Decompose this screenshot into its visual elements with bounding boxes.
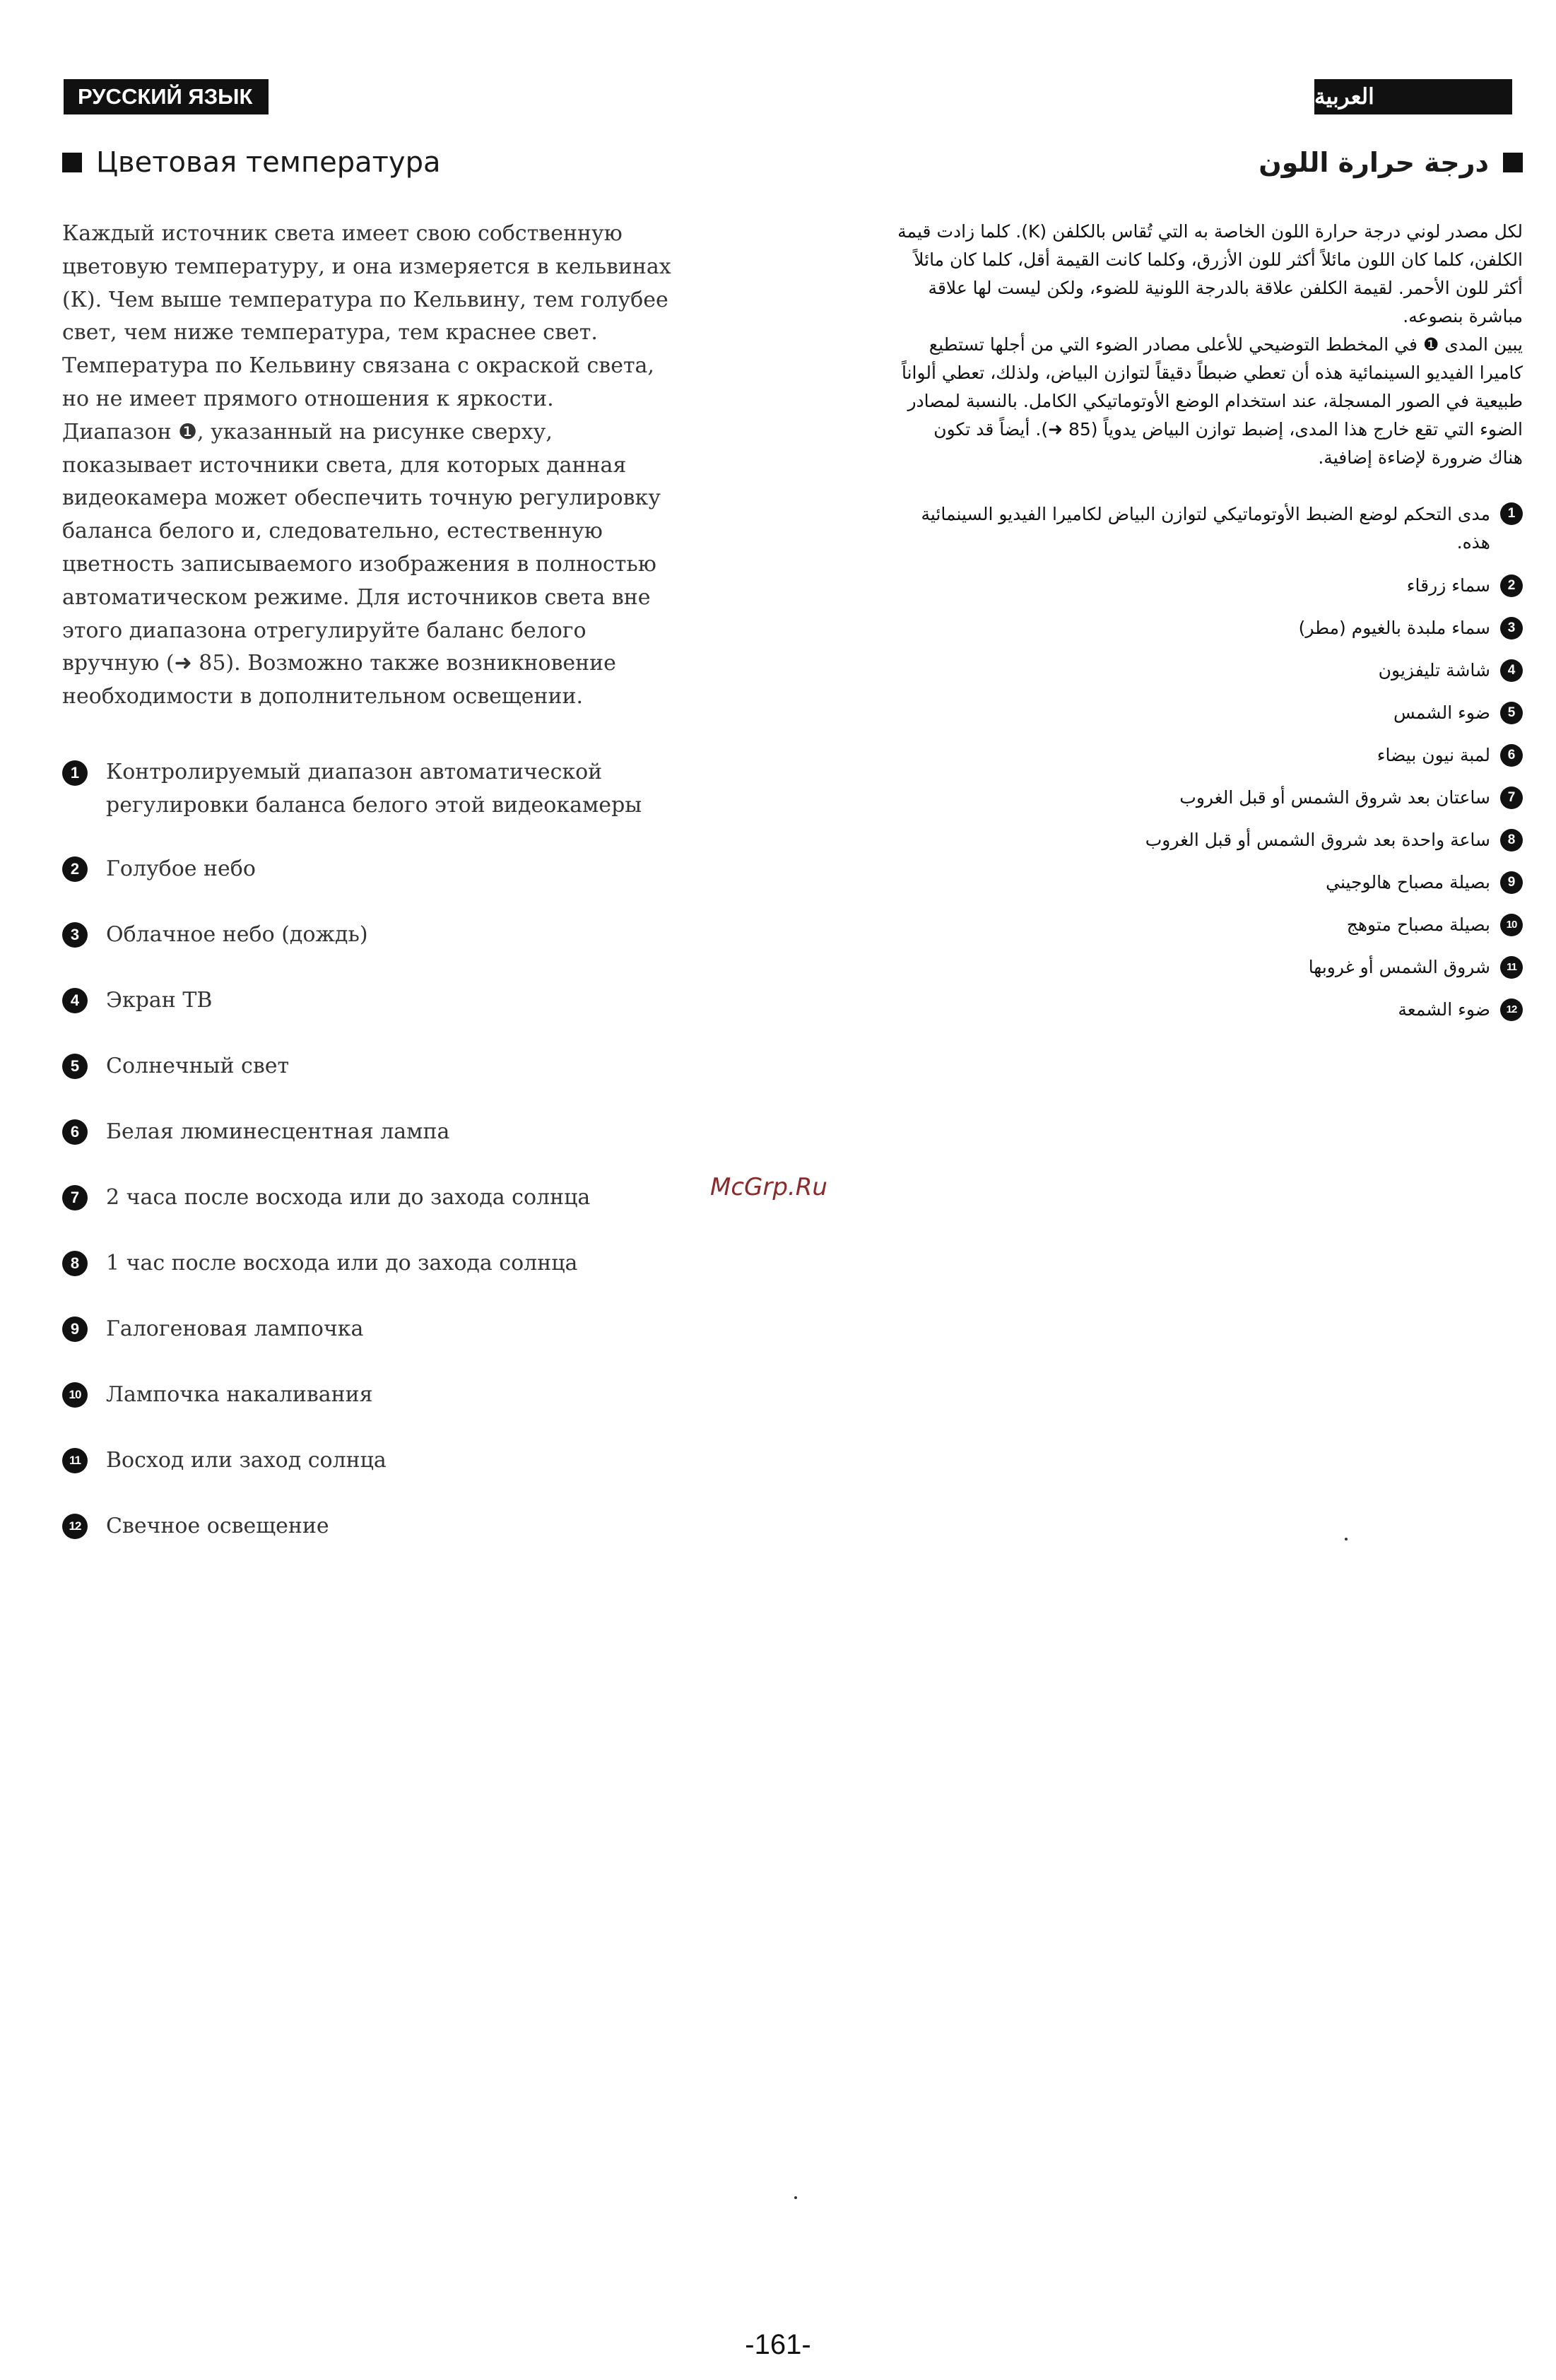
- circled-number-icon: 7: [62, 1185, 88, 1210]
- section-title: Цветовая температура: [96, 146, 441, 179]
- arabic-column: [851, 141, 1523, 1039]
- circled-number-icon: 10: [62, 1382, 88, 1408]
- list-item: [62, 1181, 733, 1214]
- list-item-text: شاشة تليفزيون: [1378, 660, 1490, 681]
- list-item: [62, 984, 733, 1017]
- circled-number-icon: 12: [62, 1514, 88, 1539]
- list-item: [62, 1312, 733, 1345]
- section-heading-russian: [62, 141, 733, 184]
- light-source-list: [851, 500, 1523, 1023]
- circled-number-icon: 1: [62, 760, 88, 786]
- scan-speck: [1345, 1538, 1348, 1540]
- list-item-text: بصيلة مصباح متوهج: [1346, 914, 1490, 935]
- circled-number-icon: 6: [62, 1119, 88, 1145]
- list-item-text: Лампочка накаливания: [106, 1382, 373, 1407]
- circled-number-icon: 5: [62, 1054, 88, 1079]
- list-item-text: Контролируемый диапазон автоматической регулировки баланса белого этой видеокамеры: [106, 759, 642, 818]
- list-item-text: ضوء الشمعة: [1398, 999, 1490, 1020]
- watermark: McGrp.Ru: [710, 1173, 827, 1201]
- circled-number-icon: 9: [62, 1316, 88, 1342]
- list-item: [851, 500, 1523, 557]
- list-item-text: Белая люминесцентная лампа: [106, 1119, 450, 1144]
- circled-number-icon: 6: [1500, 744, 1523, 767]
- list-item-text: Восход или заход солнца: [106, 1447, 387, 1473]
- square-bullet-icon: [1503, 153, 1523, 172]
- list-item-text: Облачное небо (дождь): [106, 921, 368, 947]
- list-item-text: Экран ТВ: [106, 987, 213, 1013]
- list-item: [851, 996, 1523, 1023]
- circled-number-icon: 11: [62, 1448, 88, 1473]
- circled-number-icon: 3: [62, 922, 88, 948]
- light-source-list: [62, 756, 733, 1543]
- body-paragraph: Каждый источник света имеет свою собственную цветовую температуру, и она измеряется в кельвинах (К). Чем выше температура по Кельвину, тем голубее свет, чем ниже температура, тем краснее свет. Температура по Кельвину связана с окраской света, но не имеет прямого отношения к яркости. Диапазон ❶, указанный на рисунке сверху, показывает источники света, для которых данная видеокамера может обеспечить точную регулировку баланса белого и, следовательно, естественную цветность записываемого изображения в полностью автоматическом режиме. Для источников света вне этого диапазона отрегулируйте баланс белого вручную (➜ 85). Возможно также возникновение необходимости в дополнительном освещении.: [62, 221, 671, 709]
- list-item-text: Галогеновая лампочка: [106, 1316, 364, 1341]
- language-tag-russian: РУССКИЙ ЯЗЫК: [64, 79, 269, 114]
- list-item-text: ساعة واحدة بعد شروق الشمس أو قبل الغروب: [1145, 830, 1490, 850]
- body-paragraph: لكل مصدر لوني درجة حرارة اللون الخاصة به التي تُقاس بالكلفن (K). كلما زادت قيمة الكلفن، كلما كان اللون مائلاً أكثر للون الأزرق، وكلما كانت القيمة أقل، كلما كان مائلاً أكثر للون الأحمر. لقيمة الكلفن علاقة بالدرجة اللونية للضوء، ولكن ليست لها علاقة مباشرة بنصوعه. يبين المدى ❶ في المخطط التوضيحي للأعلى مصادر الضوء التي من أجلها تستطيع كاميرا الفيديو السينمائية هذه أن تعطي ضبطاً دقيقاً لتوازن البياض، ولذلك، تعطي ألواناً طبيعية في الصور المسجلة، عند استخدام الوضع الأوتوماتيكي الكامل. بالنسبة لمصادر الضوء التي تقع خارج هذا المدى، إضبط توازن البياض يدوياً (85 ➜). أيضاً قد تكون هناك ضرورة لإضاءة إضافية.: [897, 221, 1523, 468]
- circled-number-icon: 12: [1500, 998, 1523, 1021]
- section-title: درجة حرارة اللون: [1259, 147, 1489, 178]
- list-item-text: مدى التحكم لوضع الضبط الأوتوماتيكي لتوازن البياض لكاميرا الفيديو السينمائية هذه.: [921, 504, 1490, 553]
- list-item: [851, 869, 1523, 896]
- circled-number-icon: 11: [1500, 956, 1523, 979]
- list-item-text: لمبة نيون بيضاء: [1377, 745, 1490, 765]
- list-item: [62, 918, 733, 951]
- list-item: [851, 615, 1523, 642]
- circled-number-icon: 1: [1500, 502, 1523, 525]
- circled-number-icon: 5: [1500, 702, 1523, 724]
- circled-number-icon: 3: [1500, 617, 1523, 640]
- circled-number-icon: 7: [1500, 787, 1523, 809]
- list-item: [62, 1444, 733, 1477]
- circled-number-icon: 4: [1500, 659, 1523, 682]
- list-item: [62, 756, 733, 823]
- list-item: [851, 572, 1523, 599]
- russian-column: [62, 141, 733, 1575]
- circled-number-icon: 2: [1500, 575, 1523, 597]
- list-item: [851, 954, 1523, 981]
- list-item-text: 2 часа после восхода или до захода солнца: [106, 1184, 591, 1210]
- list-item: [62, 1509, 733, 1543]
- list-item-text: ساعتان بعد شروق الشمس أو قبل الغروب: [1179, 787, 1490, 808]
- circled-number-icon: 2: [62, 856, 88, 882]
- circled-number-icon: 4: [62, 988, 88, 1013]
- language-tag-arabic: العربية: [1314, 79, 1512, 114]
- circled-number-icon: 8: [62, 1251, 88, 1276]
- list-item: [62, 1378, 733, 1411]
- list-item-text: ضوء الشمس: [1393, 702, 1490, 723]
- list-item: [62, 852, 733, 885]
- list-item: [62, 1247, 733, 1280]
- list-item-text: Свечное освещение: [106, 1513, 329, 1538]
- square-bullet-icon: [62, 153, 82, 172]
- list-item: [62, 1049, 733, 1083]
- list-item: [851, 827, 1523, 854]
- list-item: [851, 784, 1523, 811]
- page-number: -161-: [745, 2329, 811, 2360]
- list-item: [851, 742, 1523, 769]
- list-item-text: Голубое небо: [106, 856, 256, 881]
- list-item-text: بصيلة مصباح هالوجيني: [1326, 872, 1490, 892]
- section-heading-arabic: [851, 141, 1523, 184]
- list-item: [851, 700, 1523, 726]
- list-item-text: شروق الشمس أو غروبها: [1308, 957, 1490, 977]
- list-item-text: سماء زرقاء: [1406, 575, 1490, 596]
- circled-number-icon: 9: [1500, 871, 1523, 894]
- list-item: [851, 657, 1523, 684]
- list-item: [62, 1115, 733, 1148]
- circled-number-icon: 8: [1500, 829, 1523, 852]
- list-item: [851, 912, 1523, 938]
- list-item-text: سماء ملبدة بالغيوم (مطر): [1298, 618, 1490, 638]
- circled-number-icon: 10: [1500, 914, 1523, 936]
- scan-speck: [794, 2196, 797, 2199]
- list-item-text: 1 час после восхода или до захода солнца: [106, 1250, 578, 1276]
- list-item-text: Солнечный свет: [106, 1053, 290, 1078]
